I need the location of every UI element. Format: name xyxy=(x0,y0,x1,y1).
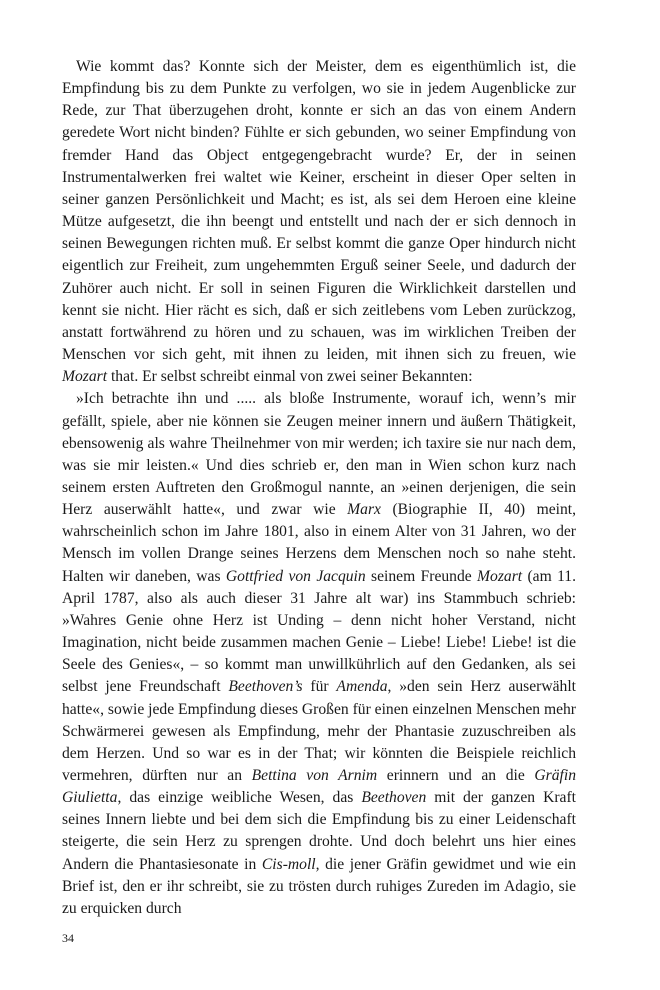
text-run: mit der ganzen Kraft seines Innern liebte und bei dem sich die Empfindung bis zu einer Leidenschaft steigerte, die sein Herz zu sprengen drohte. Und doch belehrt uns hier eines Andern die Phantasiesonate in xyxy=(62,789,577,873)
paragraph xyxy=(62,56,576,388)
italic-text-run: Marx xyxy=(347,501,381,519)
text-run: (am 11. April 1787, also als auch dieser 31 Jahre alt war) ins Stammbuch schrieb: »Wahres Genie ohne Herz ist Unding – denn nicht hoher Verstand, nicht Imagination, nicht beide zusammen machen Genie – Liebe! Liebe! Liebe! ist die Seele des Genies«, – so kommt man unwillkührlich auf den Gedanken, als sei selbst jene Freundschaft xyxy=(62,567,576,696)
italic-text-run: Mozart xyxy=(62,368,108,386)
italic-text-run: Mozart xyxy=(477,567,523,585)
italic-text-run: Beethoven xyxy=(361,789,427,807)
text-run: erinnern und an die xyxy=(377,767,535,784)
text-run: die jener Gräfin gewidmet und wie ein Brief ist, den er ihr schreibt, sie zu trösten durch ruhiges Zureden im Adagio, sie zu erquicken durch xyxy=(62,855,577,917)
text-run: , »den sein Herz auserwählt hatte«, sowie jede Empfindung dieses Großen für einen einzelnen Menschen mehr Schwärmerei gewesen als Empfindung, mehr der Phantasie zuzuschreiben als dem Herzen. Und so war es in der That; wir könnten die Beispiele reichlich vermehren, dürften nur an xyxy=(62,678,577,784)
italic-text-run: Gottfried von Jacquin xyxy=(225,567,366,585)
page-number: 34 xyxy=(62,931,74,945)
text-run: that. Er selbst schreibt einmal von zwei seiner Bekannten: xyxy=(107,368,473,386)
text-run: (Biographie II, 40) meint, wahrscheinlich schon im Jahre 1801, also in einem Alter von 31 Jahren, wo der Mensch im vollen Drange seines Herzens dem Menschen noch so nahe steht. Halten wir daneben, was xyxy=(62,501,576,585)
italic-text-run: Bettina von Arnim xyxy=(251,767,378,784)
text-run: »Ich betrachte ihn und ..... als bloße Instrumente, worauf ich, wenn’s mir gefällt, spiele, aber nie können sie Zeugen meiner innern und äußern Thätigkeit, ebensowenig als wahre Theilnehmer von mir werden; ich taxire sie nur nach dem, was sie mir leisten.« Und dies schrieb er, den man in Wien schon kurz nach seinem ersten Auftreten den Großmogul nannte, an »einen derjenigen, die sein Herz auserwählt hatte«, und zwar wie xyxy=(62,390,576,519)
italic-text-run: Beethoven’s xyxy=(228,678,303,696)
page-body xyxy=(62,56,576,920)
paragraph xyxy=(62,388,576,920)
text-run: , das einzige weibliche Wesen, das xyxy=(117,789,362,807)
text-run: seinem Freunde xyxy=(365,567,478,585)
text-run: für xyxy=(302,678,337,696)
text-run: Wie kommt das? Konnte sich der Meister, dem es eigenthümlich ist, die Empfindung bis zu dem Punkte zu verfolgen, wo sie in jedem Augenblicke zur Rede, zur That überzugehen droht, konnte er sich an das von einem Andern geredete Wort nicht binden? Fühlte er sich gebunden, wo seiner Empfindung von fremder Hand das Object entgegengebracht wurde? Er, der in seinen Instrumentalwerken frei waltet wie Keiner, erscheint in dieser Oper selten in seiner ganzen Persönlichkeit und Macht; es ist, als sei dem Heroen eine kleine Mütze aufgesetzt, die ihn beengt und entstellt und nach der er sich dennoch in seinen Bewegungen richten muß. Er selbst kommt die ganze Oper hindurch nicht eigentlich zur Freiheit, zum ungehemmten Erguß seiner Seele, und dadurch der Zuhörer auch nicht. Er soll in seinen Figuren die Wirklichkeit darstellen und kennt sie nicht. Hier rächt es sich, daß er sich zeitlebens vom Leben zurückzog, anstatt fortwährend zu hören und zu schauen, was im wirklichen Treiben der Menschen vor sich geht, mit ihnen zu leiden, mit ihnen sich zu freuen, wie xyxy=(62,58,576,364)
italic-text-run: Gräfin Giulietta xyxy=(62,767,576,807)
italic-text-run: Cis-moll, xyxy=(261,855,320,873)
italic-text-run: Amenda xyxy=(336,678,388,696)
